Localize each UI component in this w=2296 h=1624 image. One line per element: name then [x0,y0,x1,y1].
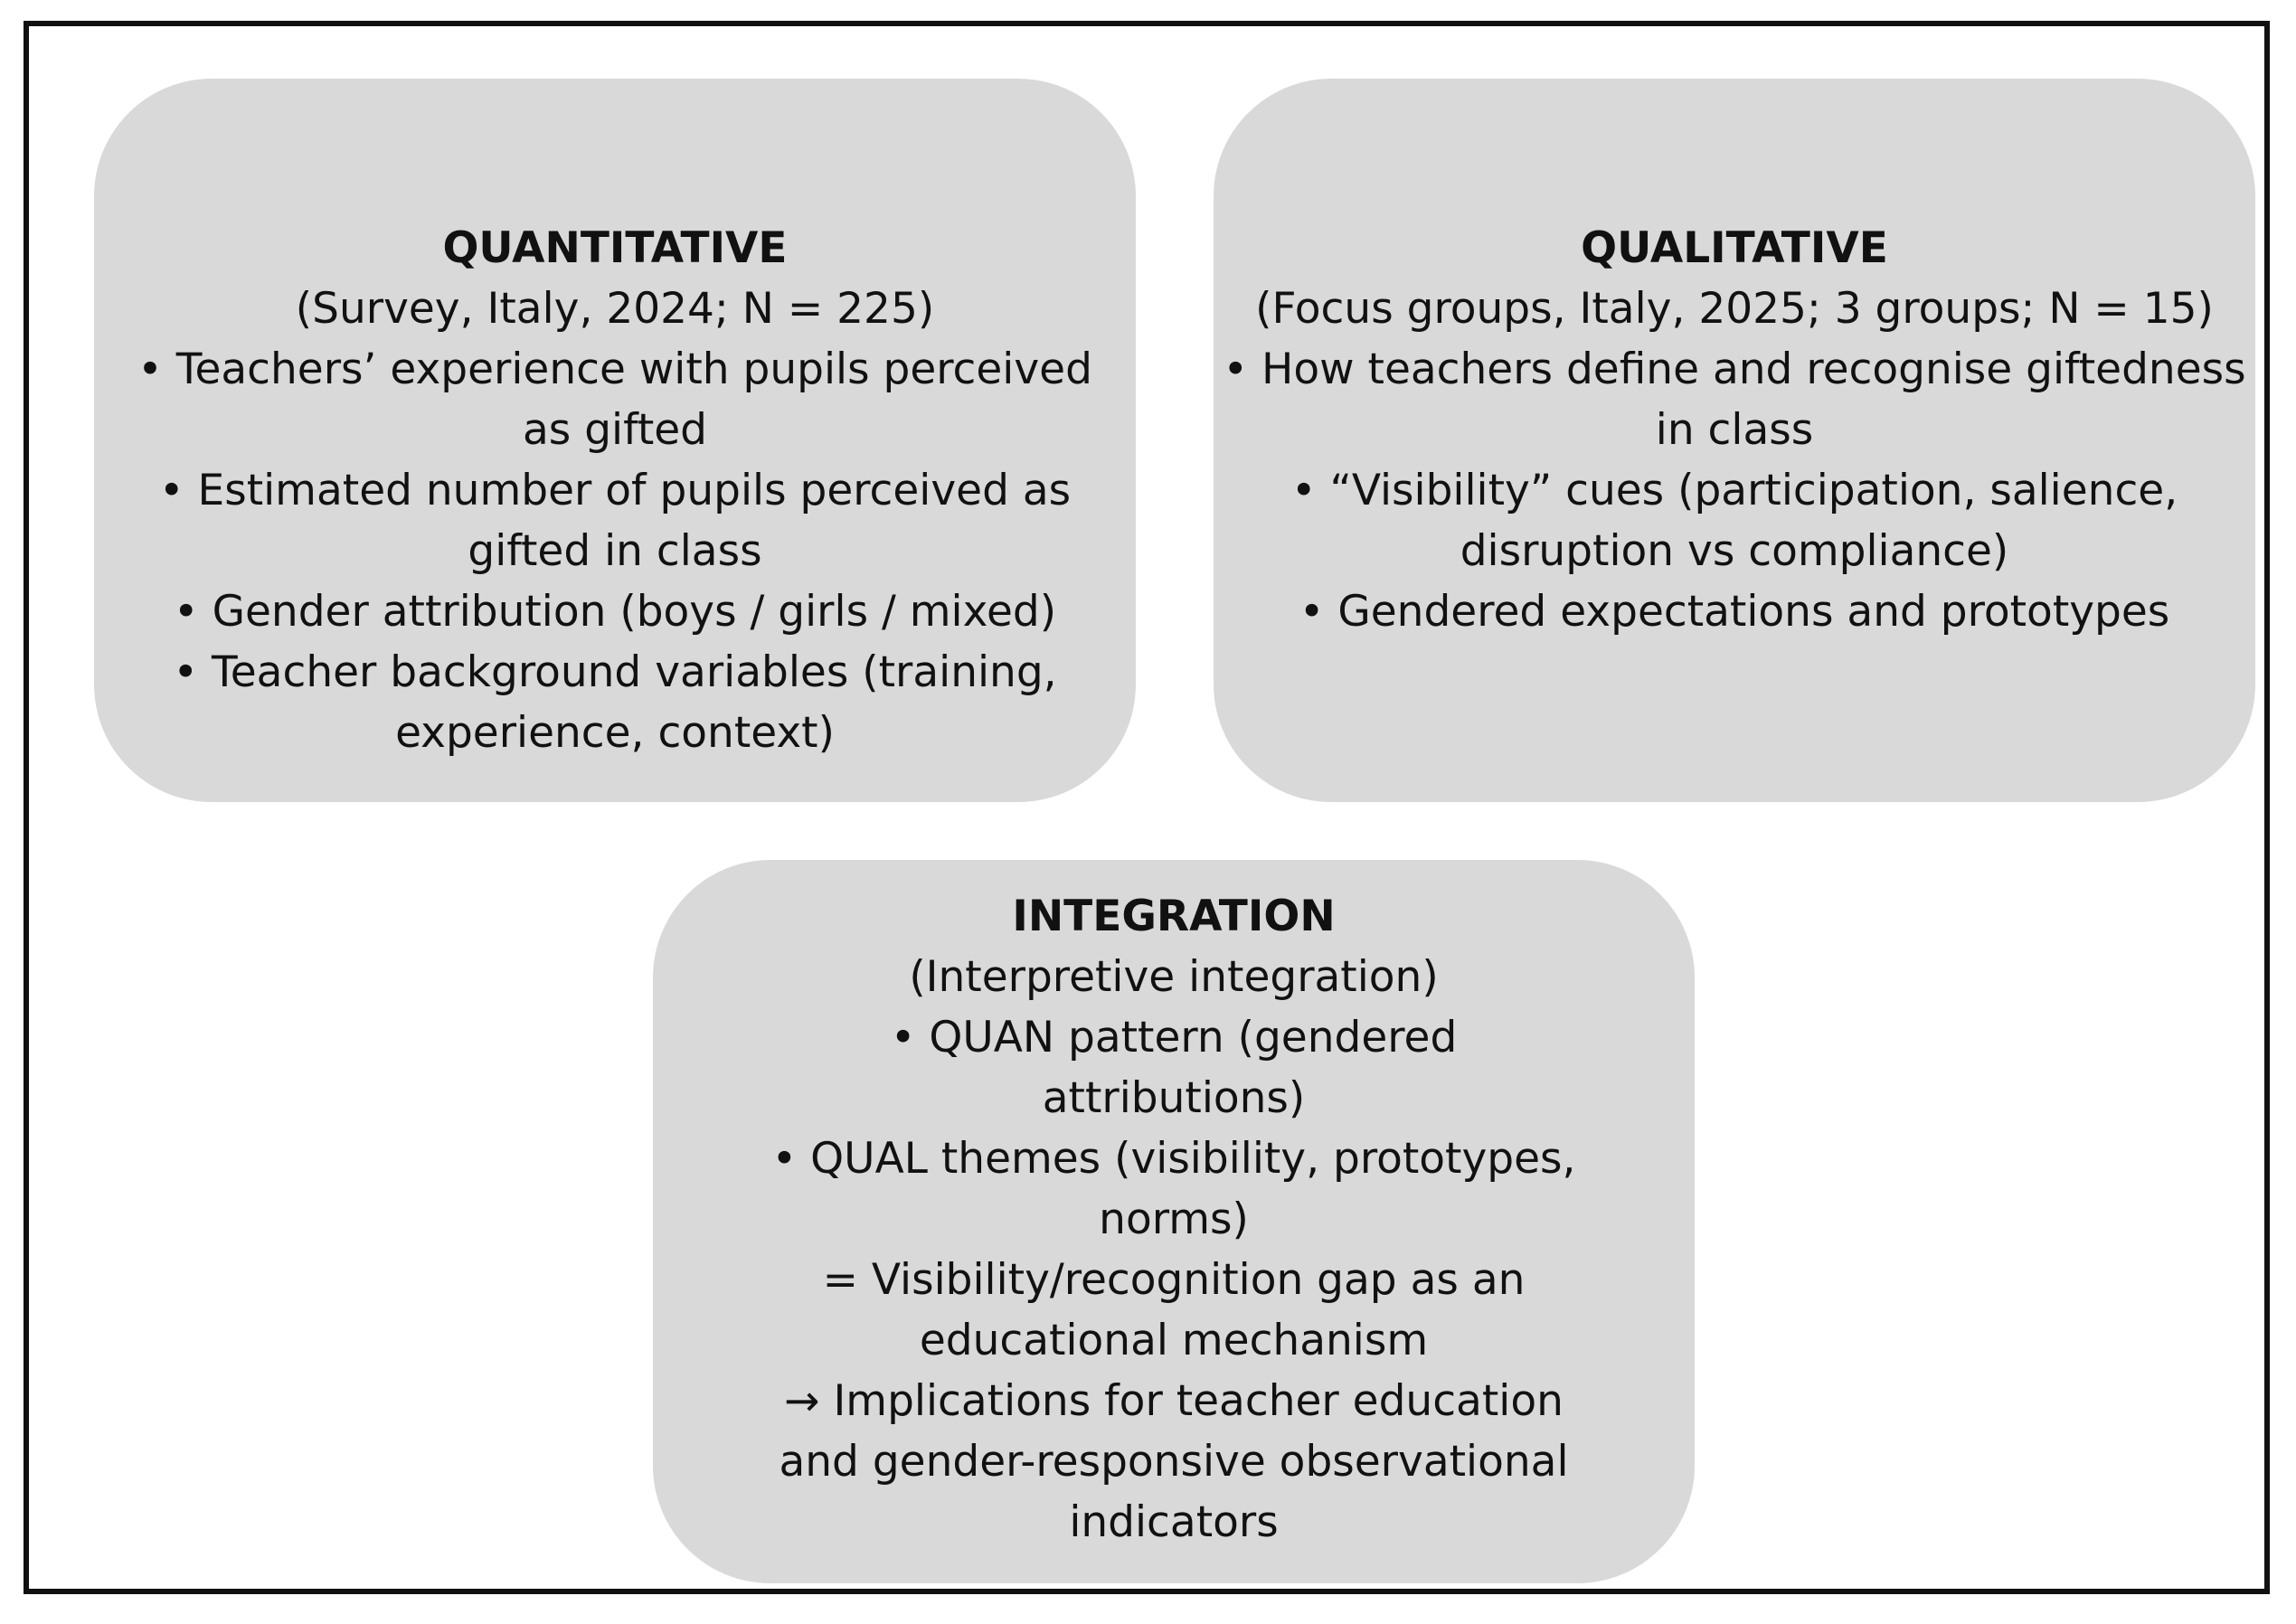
quantitative-item: • Gender attribution (boys / girls / mixed) [173,587,1057,637]
integration-item: = Visibility/recognition gap as an educational mechanism [822,1255,1526,1365]
quantitative-title: QUANTITATIVE [442,223,788,273]
qualitative-item: • How teachers define and recognise giftedness in class [1223,345,2246,455]
qualitative-subtitle: (Focus groups, Italy, 2025; 3 groups; N = 15) [1255,284,2214,334]
qualitative-title: QUALITATIVE [1581,223,1888,273]
quantitative-item: • Teacher background variables (training, experience, context) [173,647,1057,758]
quantitative-item: • Teachers’ experience with pupils perceived as gifted [137,345,1092,455]
qualitative-box [1214,79,2255,802]
integration-item: • QUAL themes (visibility, prototypes, norms) [771,1134,1576,1244]
qualitative-item: • Gendered expectations and prototypes [1299,587,2170,637]
integration-box [653,860,1695,1583]
quantitative-item: • Estimated number of pupils perceived as gifted in class [158,466,1072,576]
integration-item: → Implications for teacher education and gender-responsive observational indicators [779,1376,1569,1547]
integration-item: • QUAN pattern (gendered attributions) [890,1013,1458,1123]
integration-title: INTEGRATION [1012,892,1336,941]
quantitative-box [94,79,1136,802]
quantitative-subtitle: (Survey, Italy, 2024; N = 225) [295,284,935,334]
integration-subtitle: (Interpretive integration) [909,952,1439,1002]
diagram-frame [24,21,2270,1594]
qualitative-item: • “Visibility” cues (participation, salience, disruption vs compliance) [1290,466,2178,576]
